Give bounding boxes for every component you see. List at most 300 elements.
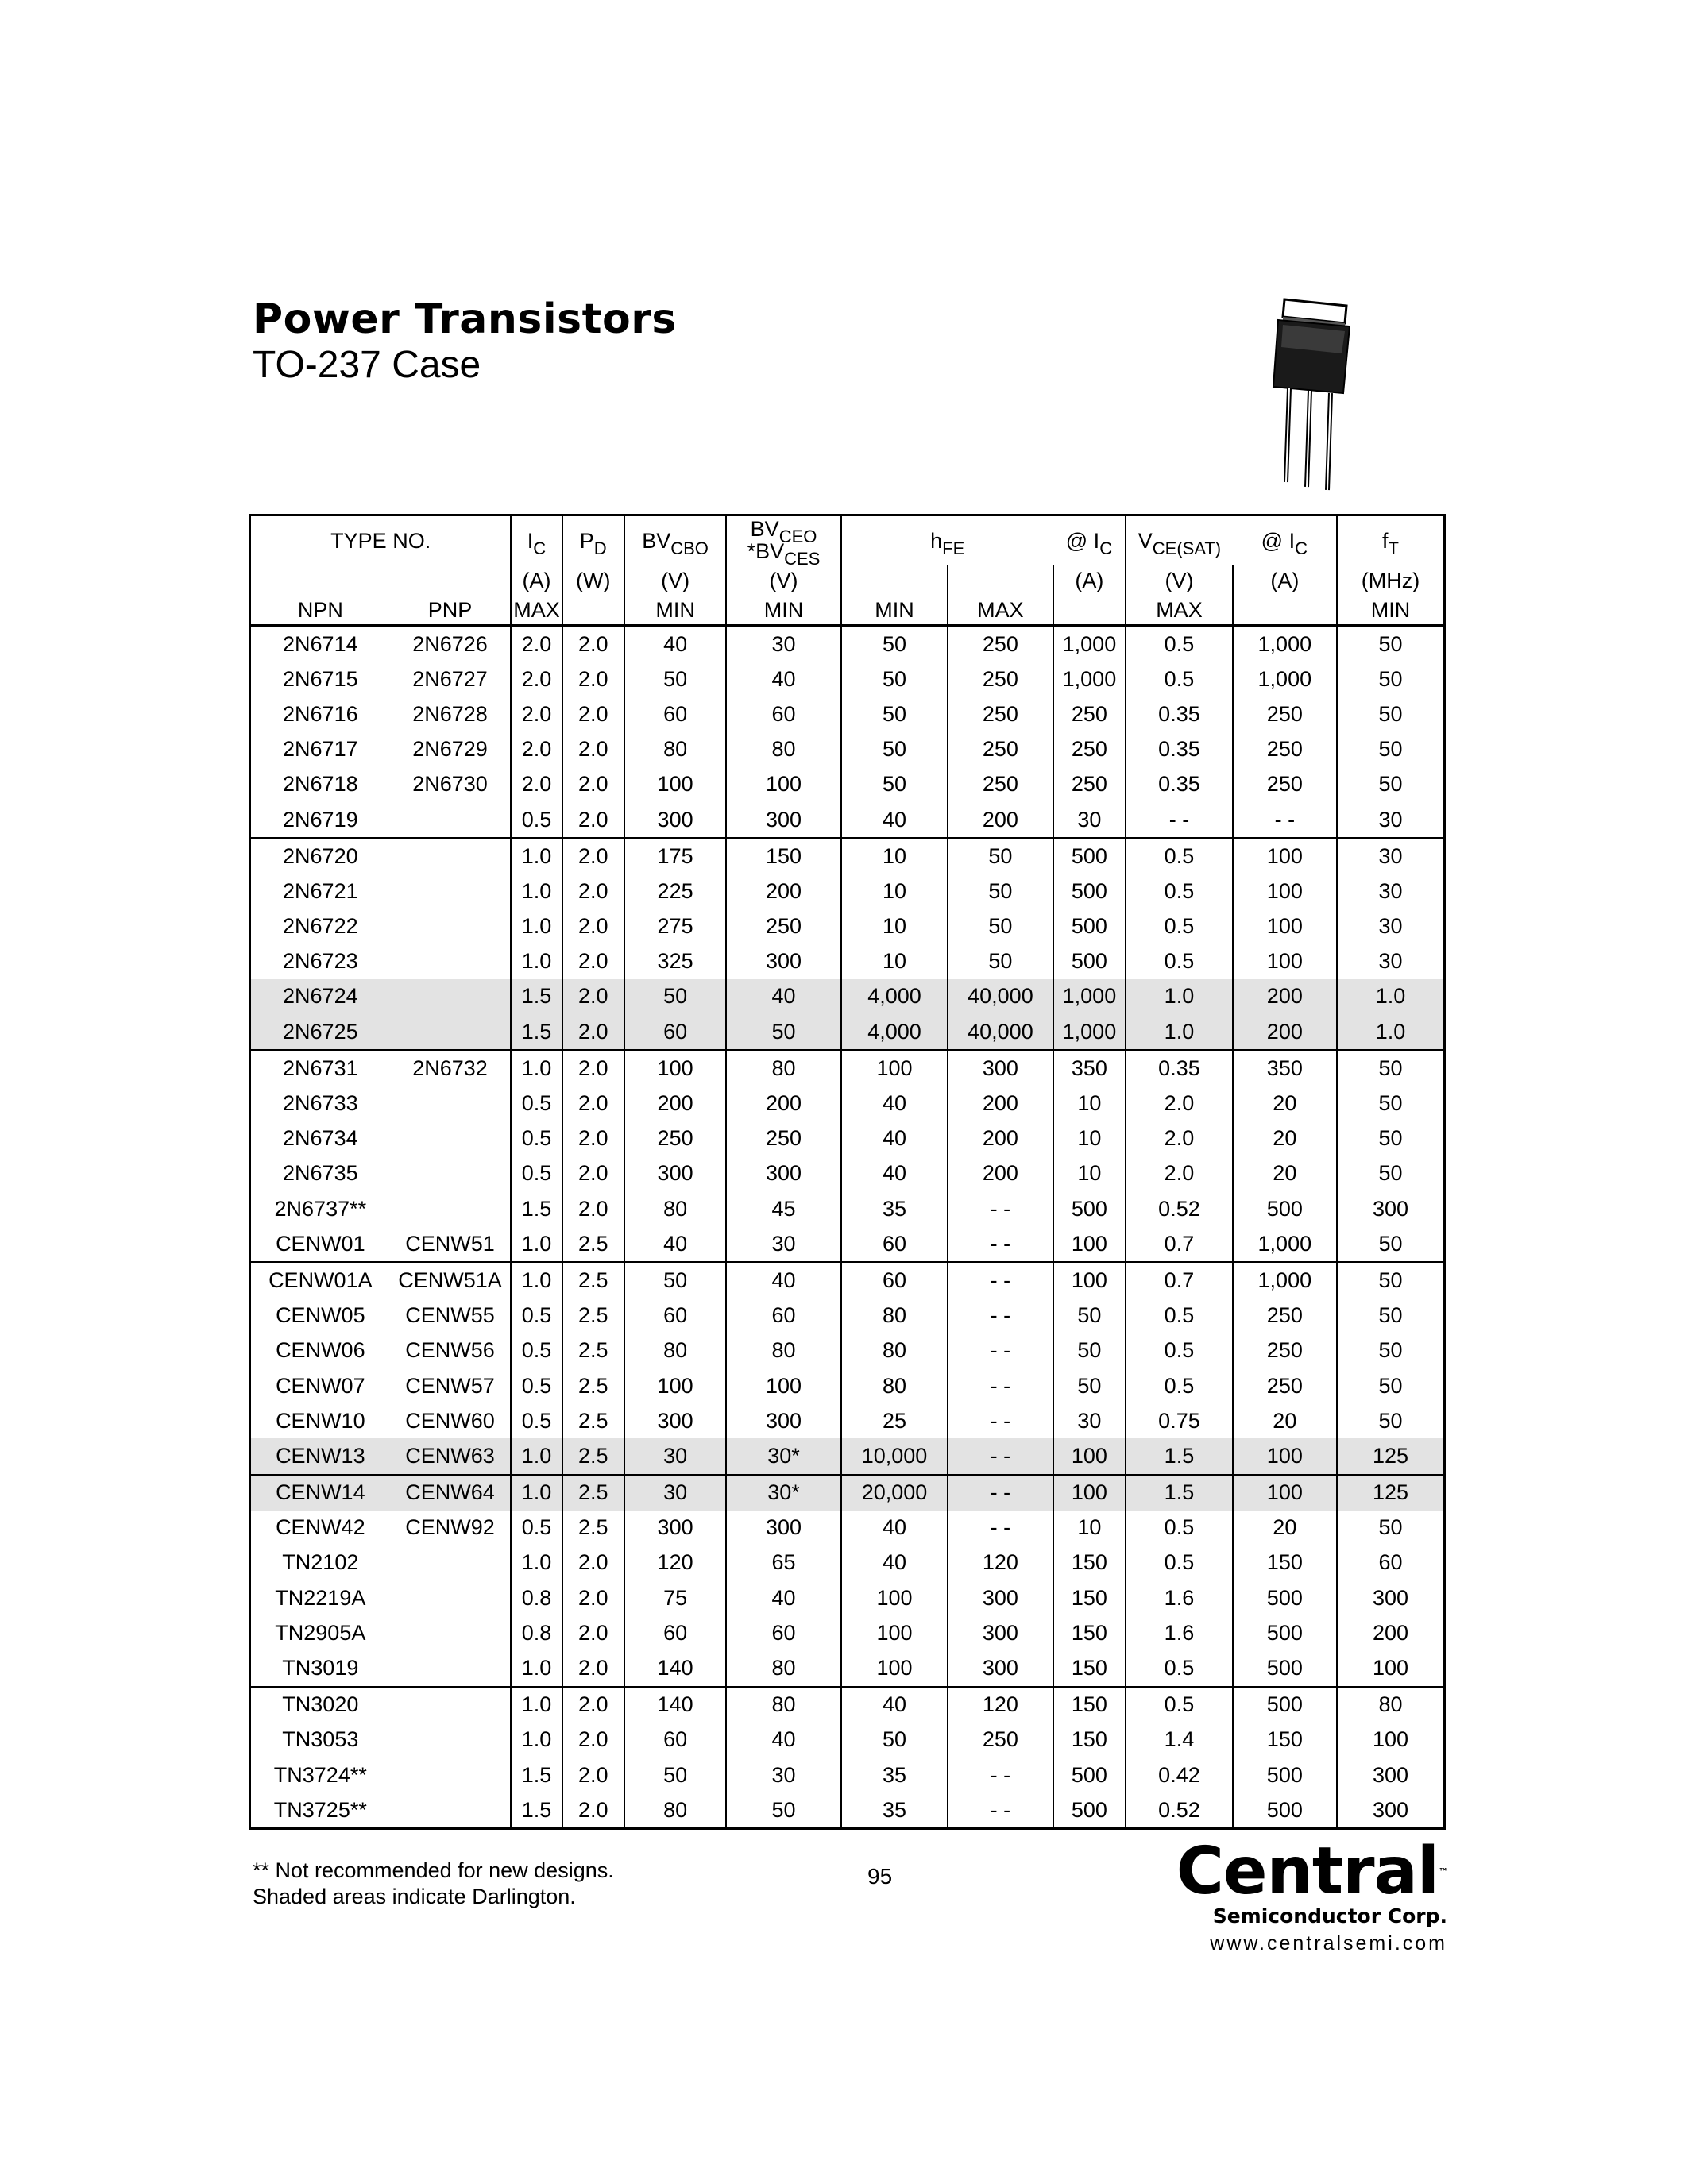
cell-at-ic: 150	[1053, 1687, 1126, 1723]
cell-at-ic: 50	[1053, 1298, 1126, 1333]
cell-at-ic-2: 100	[1233, 944, 1337, 979]
cell-at-ic: 150	[1053, 1723, 1126, 1758]
cell-npn: 2N6733	[283, 1091, 358, 1116]
cell-hfe-min: 80	[841, 1368, 948, 1403]
cell-at-ic-2: 100	[1233, 874, 1337, 909]
cell-vcesat: 0.5	[1126, 909, 1232, 944]
table-row	[250, 1156, 1445, 1191]
cell-pd: 2.5	[562, 1403, 624, 1438]
cell-vcesat: 0.5	[1126, 944, 1232, 979]
cell-pnp	[390, 1191, 512, 1226]
cell-npn: TN2102	[282, 1550, 359, 1575]
cell-ft: 50	[1337, 767, 1445, 802]
cell-at-ic: 500	[1053, 1191, 1126, 1226]
cell-pnp	[390, 1156, 512, 1191]
cell-npn: 2N6735	[283, 1161, 358, 1186]
cell-pnp	[390, 979, 512, 1014]
cell-pnp: 2N6728	[412, 701, 488, 726]
header-ft: $f_T$	[1337, 515, 1445, 566]
table-row	[250, 909, 1445, 944]
cell-at-ic-2: 1,000	[1233, 662, 1337, 696]
cell-npn: TN3725**	[273, 1797, 367, 1822]
header-hfe-max: MAX	[948, 596, 1053, 626]
cell-npn: 2N6717	[283, 737, 358, 762]
cell-pnp: CENW64	[390, 1475, 512, 1511]
cell-ic: 1.0	[511, 944, 562, 979]
cell-npn: CENW14	[250, 1475, 390, 1511]
cell-pd: 2.0	[562, 662, 624, 696]
cell-bvceo: 80	[726, 732, 841, 767]
cell-bvceo: 30*	[726, 1438, 841, 1474]
cell-at-ic: 350	[1053, 1050, 1126, 1086]
cell-hfe-max: - -	[948, 1475, 1053, 1511]
cell-ic: 1.0	[511, 838, 562, 874]
limit-ic: MAX	[511, 596, 562, 626]
cell-hfe-max: - -	[948, 1298, 1053, 1333]
unit-ic: (A)	[511, 565, 562, 596]
cell-pd: 2.0	[562, 1687, 624, 1723]
cell-at-ic: 150	[1053, 1580, 1126, 1615]
cell-hfe-max: - -	[948, 1368, 1053, 1403]
table-row	[250, 1298, 1445, 1333]
cell-pnp	[390, 1615, 512, 1650]
cell-bvcbo: 140	[624, 1650, 726, 1686]
cell-ft: 80	[1337, 1687, 1445, 1723]
cell-hfe-max: 200	[948, 1086, 1053, 1121]
cell-pd: 2.5	[562, 1226, 624, 1262]
cell-bvceo: 30	[726, 1758, 841, 1792]
cell-hfe-max: 40,000	[948, 979, 1053, 1014]
page-number: 95	[867, 1864, 893, 1889]
table-row	[250, 732, 1445, 767]
cell-pnp	[390, 1723, 512, 1758]
cell-bvceo: 50	[726, 1014, 841, 1050]
cell-pnp	[390, 909, 512, 944]
cell-pd: 2.5	[562, 1475, 624, 1511]
cell-hfe-min: 80	[841, 1298, 948, 1333]
cell-hfe-max: 250	[948, 767, 1053, 802]
cell-bvceo: 100	[726, 767, 841, 802]
cell-npn: TN2219A	[275, 1585, 366, 1610]
cell-bvceo: 150	[726, 838, 841, 874]
table-row	[250, 1403, 1445, 1438]
cell-npn: CENW06	[276, 1338, 365, 1363]
table-row	[250, 1650, 1445, 1686]
cell-npn: CENW07	[276, 1373, 365, 1398]
cell-vcesat: 1.6	[1126, 1615, 1232, 1650]
cell-ic: 1.0	[511, 1545, 562, 1580]
table-row	[250, 1758, 1445, 1792]
cell-bvcbo: 300	[624, 1511, 726, 1545]
cell-npn: TN3724**	[273, 1762, 367, 1787]
cell-bvceo: 60	[726, 1298, 841, 1333]
cell-vcesat: 0.7	[1126, 1262, 1232, 1298]
cell-hfe-max: 250	[948, 1723, 1053, 1758]
cell-ic: 1.5	[511, 1014, 562, 1050]
cell-ft: 125	[1337, 1475, 1445, 1511]
cell-pnp: CENW57	[405, 1373, 495, 1398]
cell-hfe-min: 10	[841, 874, 948, 909]
cell-ft: 50	[1337, 1511, 1445, 1545]
cell-pd: 2.0	[562, 1650, 624, 1686]
cell-ic: 0.5	[511, 1511, 562, 1545]
cell-at-ic-2: 20	[1233, 1403, 1337, 1438]
table-row	[250, 1438, 1445, 1474]
cell-ic: 1.0	[511, 1226, 562, 1262]
cell-hfe-min: 60	[841, 1226, 948, 1262]
cell-ft: 50	[1337, 1403, 1445, 1438]
cell-bvcbo: 50	[624, 1758, 726, 1792]
cell-hfe-max: - -	[948, 1758, 1053, 1792]
cell-ic: 0.5	[511, 1403, 562, 1438]
cell-npn: 2N6725	[250, 1014, 390, 1050]
table-row	[250, 1687, 1445, 1723]
cell-pd: 2.0	[562, 838, 624, 874]
cell-ic: 1.5	[511, 1191, 562, 1226]
cell-ft: 100	[1337, 1650, 1445, 1686]
header-hfe: $h_{FE}$	[841, 515, 1053, 566]
cell-vcesat: 0.5	[1126, 1545, 1232, 1580]
cell-hfe-max: - -	[948, 1403, 1053, 1438]
cell-ft: 50	[1337, 1298, 1445, 1333]
cell-ft: 300	[1337, 1792, 1445, 1829]
cell-bvceo: 300	[726, 944, 841, 979]
table-row	[250, 696, 1445, 731]
cell-bvceo: 250	[726, 1121, 841, 1156]
cell-vcesat: 0.7	[1126, 1226, 1232, 1262]
table-row	[250, 1580, 1445, 1615]
cell-at-ic: 500	[1053, 874, 1126, 909]
cell-bvcbo: 80	[624, 732, 726, 767]
cell-ft: 100	[1337, 1723, 1445, 1758]
cell-bvcbo: 250	[624, 1121, 726, 1156]
cell-bvcbo: 40	[624, 1226, 726, 1262]
cell-pnp	[390, 1545, 512, 1580]
cell-at-ic: 500	[1053, 1758, 1126, 1792]
cell-at-ic-2: 150	[1233, 1723, 1337, 1758]
cell-at-ic: 100	[1053, 1438, 1126, 1474]
cell-ic: 0.5	[511, 1121, 562, 1156]
cell-pd: 2.0	[562, 732, 624, 767]
cell-vcesat: 0.35	[1126, 1050, 1232, 1086]
cell-bvceo: 30	[726, 1226, 841, 1262]
cell-vcesat: - -	[1126, 802, 1232, 838]
cell-hfe-min: 40	[841, 1545, 948, 1580]
cell-pnp	[390, 1758, 512, 1792]
cell-bvcbo: 300	[624, 1156, 726, 1191]
table-row	[250, 1723, 1445, 1758]
cell-ft: 50	[1337, 1368, 1445, 1403]
cell-vcesat: 1.5	[1126, 1475, 1232, 1511]
cell-hfe-max: - -	[948, 1226, 1053, 1262]
cell-npn: 2N6718	[283, 772, 358, 797]
cell-bvcbo: 120	[624, 1545, 726, 1580]
cell-hfe-min: 100	[841, 1615, 948, 1650]
cell-pd: 2.0	[562, 1121, 624, 1156]
cell-hfe-max: - -	[948, 1792, 1053, 1829]
cell-at-ic-2: 20	[1233, 1511, 1337, 1545]
to237-package-icon	[1267, 298, 1362, 492]
unit-vcesat: (V)	[1126, 565, 1232, 596]
header-at-ic: @ $I_C$	[1065, 528, 1113, 558]
cell-ft: 300	[1337, 1758, 1445, 1792]
cell-pd: 2.5	[562, 1511, 624, 1545]
cell-vcesat: 0.35	[1126, 696, 1232, 731]
cell-ic: 2.0	[511, 767, 562, 802]
cell-bvcbo: 60	[624, 1014, 726, 1050]
cell-npn: 2N6714	[283, 631, 358, 656]
unit-at-ic: (A)	[1053, 565, 1126, 596]
cell-vcesat: 0.5	[1126, 1511, 1232, 1545]
table-row	[250, 874, 1445, 909]
cell-pd: 2.0	[562, 1545, 624, 1580]
cell-pd: 2.0	[562, 874, 624, 909]
cell-hfe-max: - -	[948, 1191, 1053, 1226]
cell-ic: 0.8	[511, 1615, 562, 1650]
cell-vcesat: 0.5	[1126, 874, 1232, 909]
table-row	[250, 1511, 1445, 1545]
table-row	[250, 944, 1445, 979]
cell-at-ic: 100	[1053, 1262, 1126, 1298]
cell-vcesat: 0.5	[1126, 626, 1232, 662]
cell-hfe-min: 20,000	[841, 1475, 948, 1511]
cell-npn: 2N6737**	[274, 1196, 367, 1221]
cell-at-ic-2: 500	[1233, 1792, 1337, 1829]
cell-vcesat: 2.0	[1126, 1121, 1232, 1156]
cell-ft: 50	[1337, 1333, 1445, 1368]
cell-npn: 2N6734	[283, 1126, 358, 1151]
cell-ft: 1.0	[1337, 979, 1445, 1014]
cell-ft: 300	[1337, 1191, 1445, 1226]
cell-pnp: 2N6729	[412, 737, 488, 762]
cell-ft: 50	[1337, 1226, 1445, 1262]
cell-at-ic-2: 20	[1233, 1121, 1337, 1156]
cell-ic: 2.0	[511, 696, 562, 731]
cell-bvceo: 100	[726, 1368, 841, 1403]
cell-hfe-min: 10	[841, 838, 948, 874]
table-row	[250, 1475, 1445, 1511]
cell-vcesat: 0.5	[1126, 662, 1232, 696]
unit-at-ic-2: (A)	[1233, 565, 1337, 596]
cell-ft: 50	[1337, 1086, 1445, 1121]
cell-ic: 0.5	[511, 1086, 562, 1121]
cell-at-ic-2: 250	[1233, 732, 1337, 767]
cell-pd: 2.0	[562, 1050, 624, 1086]
cell-at-ic: 250	[1053, 767, 1126, 802]
cell-vcesat: 0.52	[1126, 1792, 1232, 1829]
cell-bvcbo: 80	[624, 1191, 726, 1226]
cell-ft: 50	[1337, 626, 1445, 662]
cell-pd: 2.0	[562, 979, 624, 1014]
header-pd: $P_D$	[562, 515, 624, 566]
cell-ft: 50	[1337, 1262, 1445, 1298]
logo-website: www.centralsemi.com	[1210, 1932, 1447, 1954]
cell-bvcbo: 80	[624, 1792, 726, 1829]
cell-pd: 2.5	[562, 1368, 624, 1403]
table-row	[250, 1615, 1445, 1650]
cell-vcesat: 1.0	[1126, 979, 1232, 1014]
unit-pd: (W)	[562, 565, 624, 596]
cell-npn: TN2905A	[275, 1620, 366, 1645]
cell-vcesat: 0.5	[1126, 1687, 1232, 1723]
header-ic: $I_C$	[511, 515, 562, 566]
cell-at-ic-2: 250	[1233, 1368, 1337, 1403]
cell-bvcbo: 300	[624, 802, 726, 838]
cell-at-ic-2: 250	[1233, 696, 1337, 731]
cell-npn: TN3020	[250, 1687, 390, 1723]
cell-bvceo: 60	[726, 1615, 841, 1650]
table-row	[250, 802, 1445, 838]
cell-pnp: CENW55	[405, 1303, 495, 1328]
cell-ft: 1.0	[1337, 1014, 1445, 1050]
cell-at-ic: 250	[1053, 732, 1126, 767]
cell-ic: 2.0	[511, 626, 562, 662]
cell-npn: 2N6731	[250, 1050, 390, 1086]
cell-bvceo: 300	[726, 1156, 841, 1191]
cell-ic: 1.5	[511, 979, 562, 1014]
table-row	[250, 1086, 1445, 1121]
cell-bvceo: 40	[726, 1262, 841, 1298]
table-row	[250, 1545, 1445, 1580]
cell-bvceo: 45	[726, 1191, 841, 1226]
cell-at-ic-2: 250	[1233, 767, 1337, 802]
table-row	[250, 1050, 1445, 1086]
cell-ft: 50	[1337, 1156, 1445, 1191]
cell-hfe-min: 10	[841, 944, 948, 979]
cell-hfe-min: 35	[841, 1758, 948, 1792]
cell-ft: 50	[1337, 1050, 1445, 1086]
cell-hfe-max: 250	[948, 696, 1053, 731]
cell-at-ic-2: 1,000	[1233, 626, 1337, 662]
cell-bvcbo: 60	[624, 1723, 726, 1758]
cell-pd: 2.0	[562, 1758, 624, 1792]
cell-pnp	[390, 1580, 512, 1615]
cell-npn: CENW01	[276, 1231, 365, 1256]
cell-at-ic: 30	[1053, 802, 1126, 838]
cell-bvceo: 300	[726, 802, 841, 838]
cell-pd: 2.0	[562, 767, 624, 802]
cell-pnp: CENW63	[390, 1438, 512, 1474]
cell-ic: 0.8	[511, 1580, 562, 1615]
cell-ic: 1.0	[511, 909, 562, 944]
table-row	[250, 1226, 1445, 1262]
cell-hfe-max: 300	[948, 1615, 1053, 1650]
cell-ft: 30	[1337, 944, 1445, 979]
cell-hfe-min: 80	[841, 1333, 948, 1368]
cell-pnp	[390, 944, 512, 979]
cell-bvcbo: 50	[624, 979, 726, 1014]
cell-pd: 2.0	[562, 696, 624, 731]
cell-at-ic: 10	[1053, 1121, 1126, 1156]
cell-at-ic: 10	[1053, 1086, 1126, 1121]
cell-ic: 0.5	[511, 1156, 562, 1191]
table-row	[250, 626, 1445, 662]
cell-npn: CENW42	[276, 1515, 365, 1540]
header-at-ic-2: @ $I_C$	[1261, 528, 1308, 558]
header-pnp: PNP	[390, 596, 512, 626]
cell-bvcbo: 30	[624, 1438, 726, 1474]
logo-brand: Central™	[1176, 1834, 1447, 1909]
cell-hfe-min: 40	[841, 802, 948, 838]
cell-bvceo: 80	[726, 1687, 841, 1723]
cell-hfe-max: 40,000	[948, 1014, 1053, 1050]
cell-at-ic-2: 20	[1233, 1086, 1337, 1121]
cell-vcesat: 0.35	[1126, 732, 1232, 767]
cell-hfe-max: - -	[948, 1511, 1053, 1545]
cell-vcesat: 1.0	[1126, 1014, 1232, 1050]
cell-ic: 0.5	[511, 1368, 562, 1403]
cell-pd: 2.0	[562, 802, 624, 838]
cell-pd: 2.0	[562, 909, 624, 944]
cell-hfe-min: 60	[841, 1262, 948, 1298]
cell-ic: 1.0	[511, 1475, 562, 1511]
footnote-not-recommended: ** Not recommended for new designs.	[253, 1858, 614, 1882]
header-bvcbo: $BV_{CBO}$	[624, 515, 726, 566]
cell-hfe-min: 40	[841, 1086, 948, 1121]
cell-hfe-min: 40	[841, 1687, 948, 1723]
cell-bvceo: 60	[726, 696, 841, 731]
cell-ft: 30	[1337, 838, 1445, 874]
cell-pnp: CENW92	[405, 1515, 495, 1540]
cell-pnp: CENW51	[405, 1231, 495, 1256]
cell-at-ic: 100	[1053, 1226, 1126, 1262]
cell-hfe-min: 35	[841, 1191, 948, 1226]
cell-pnp: 2N6726	[412, 631, 488, 656]
cell-pnp	[390, 1014, 512, 1050]
page-title: Power Transistors	[253, 295, 677, 343]
cell-pd: 2.0	[562, 1723, 624, 1758]
cell-pd: 2.5	[562, 1298, 624, 1333]
cell-pnp	[390, 1687, 512, 1723]
cell-hfe-max: 300	[948, 1650, 1053, 1686]
cell-npn: 2N6720	[250, 838, 390, 874]
unit-bvcbo: (V)	[624, 565, 726, 596]
cell-at-ic: 250	[1053, 696, 1126, 731]
cell-pd: 2.5	[562, 1262, 624, 1298]
cell-at-ic-2: 100	[1233, 838, 1337, 874]
cell-hfe-min: 50	[841, 626, 948, 662]
cell-ft: 30	[1337, 909, 1445, 944]
unit-bvceo: (V)	[726, 565, 841, 596]
cell-hfe-max: 50	[948, 944, 1053, 979]
cell-at-ic-2: 500	[1233, 1191, 1337, 1226]
cell-vcesat: 1.5	[1126, 1438, 1232, 1474]
cell-bvcbo: 40	[624, 626, 726, 662]
cell-at-ic: 150	[1053, 1545, 1126, 1580]
cell-pnp: 2N6732	[390, 1050, 512, 1086]
cell-at-ic-2: 500	[1233, 1580, 1337, 1615]
table-row	[250, 767, 1445, 802]
cell-at-ic-2: 100	[1233, 1475, 1337, 1511]
cell-at-ic-2: 1,000	[1233, 1226, 1337, 1262]
cell-hfe-min: 50	[841, 1723, 948, 1758]
cell-hfe-min: 40	[841, 1511, 948, 1545]
cell-hfe-min: 50	[841, 662, 948, 696]
cell-pd: 2.5	[562, 1438, 624, 1474]
cell-bvcbo: 200	[624, 1086, 726, 1121]
cell-bvcbo: 100	[624, 1050, 726, 1086]
cell-at-ic: 1,000	[1053, 662, 1126, 696]
cell-at-ic: 500	[1053, 909, 1126, 944]
cell-hfe-max: 250	[948, 626, 1053, 662]
cell-npn: 2N6722	[283, 914, 358, 939]
table-row	[250, 1333, 1445, 1368]
table-row	[250, 1121, 1445, 1156]
cell-bvceo: 30	[726, 626, 841, 662]
cell-at-ic: 50	[1053, 1368, 1126, 1403]
cell-ic: 0.5	[511, 1333, 562, 1368]
cell-vcesat: 0.52	[1126, 1191, 1232, 1226]
